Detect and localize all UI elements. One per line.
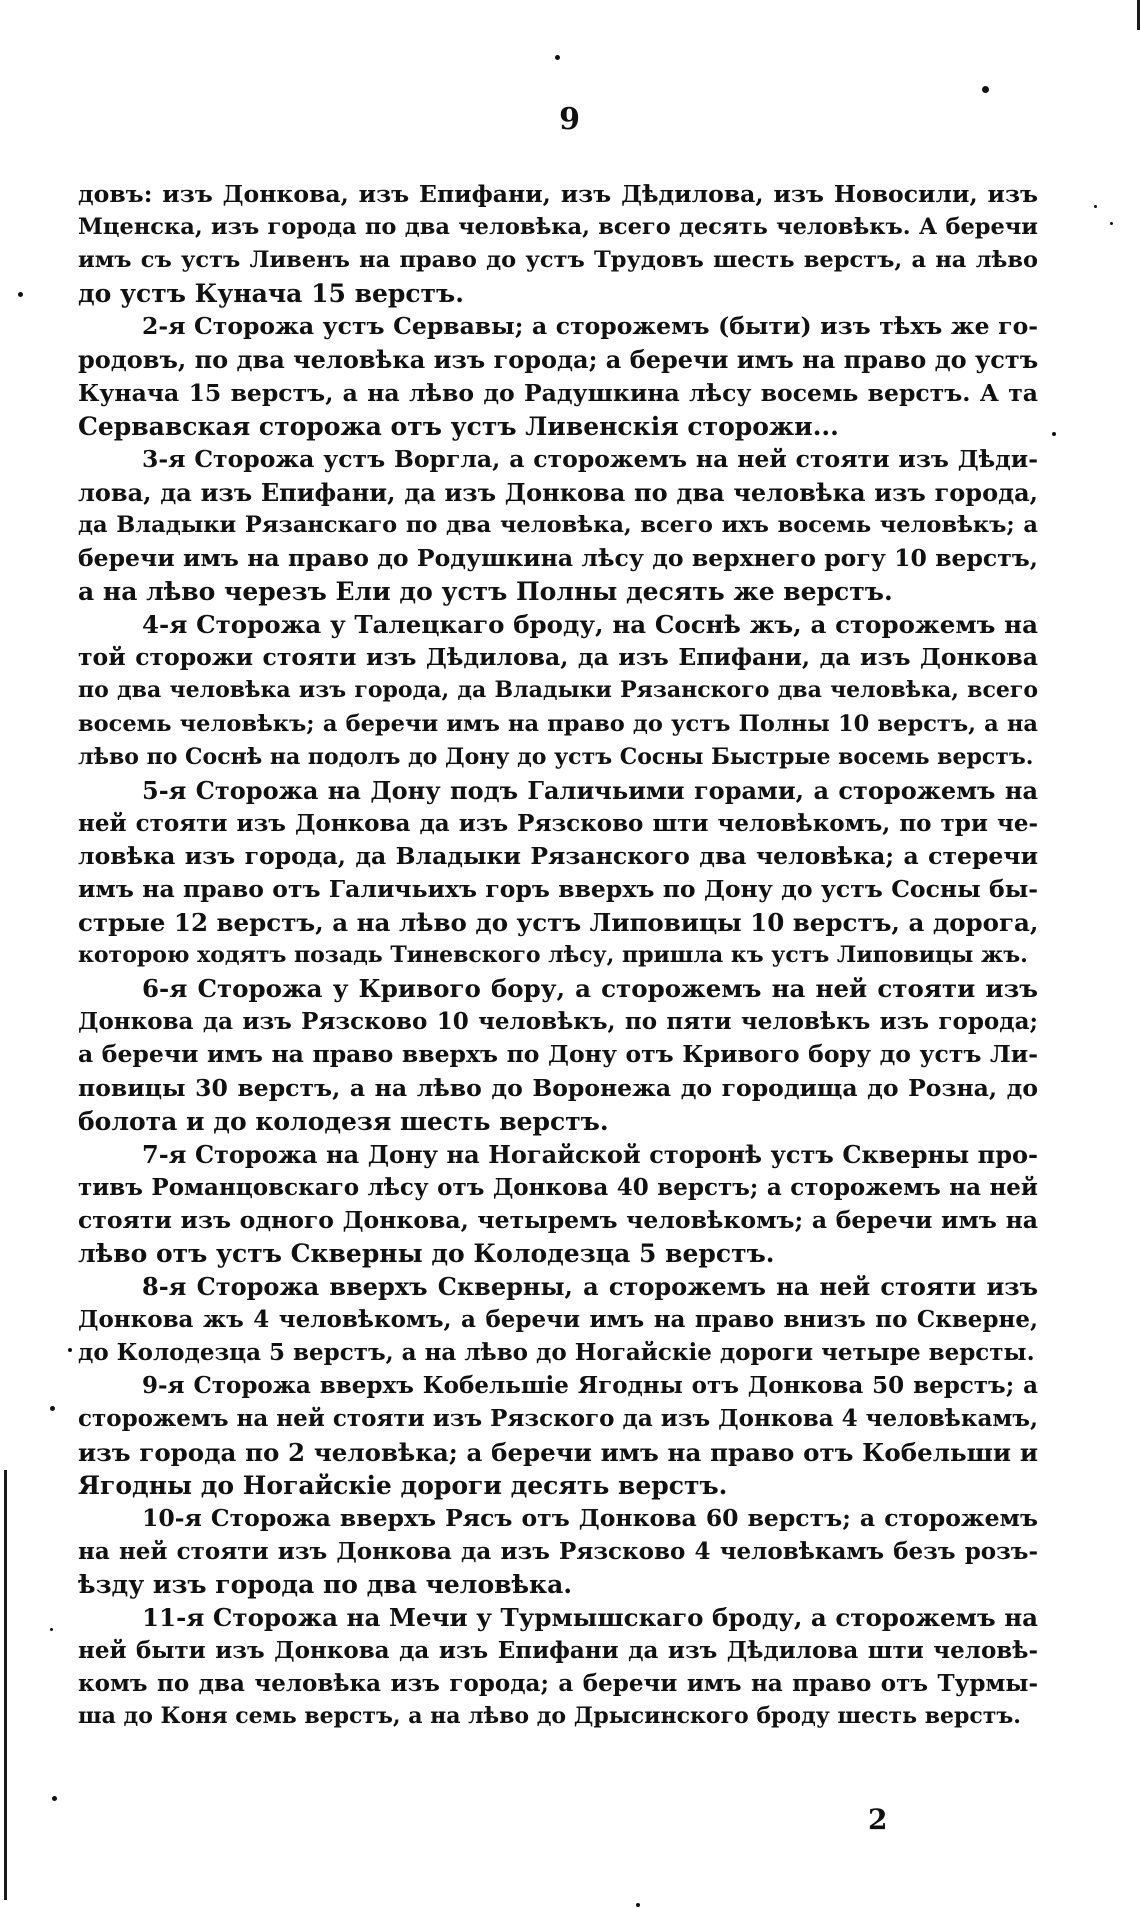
text-line: имъ на право отъ Галичьихъ горъ вверхъ по Дону до устъ Сосны бы- (78, 874, 1038, 903)
text-line: сторожемъ на ней стояти изъ Рязского да изъ Донкова 4 человѣкамъ, (78, 1405, 1038, 1433)
text-line: да Владыки Рязанскаго по два человѣка, всего ихъ восемь человѣкъ; а (78, 511, 1038, 538)
text-line: Донкова да изъ Рязсково 10 человѣкъ, по пяти человѣкъ изъ города; (78, 1008, 1038, 1036)
text-line: той сторожи стояти изъ Дѣдилова, да изъ Епифани, да изъ Донкова (78, 643, 1038, 672)
text-line: беречи имъ на право до Родушкина лѣсу до верхнего рогу 10 верстъ, (78, 544, 1038, 573)
text-line: болота и до колодезя шесть верстъ. (78, 1106, 609, 1136)
page-edge-shadow (4, 1470, 7, 1900)
scan-speck (555, 55, 560, 60)
scan-speck (68, 1348, 72, 1352)
scan-speck (50, 1628, 53, 1631)
text-line: имъ съ устъ Ливенъ на право до устъ Трудовъ шесть верстъ, а на лѣво (78, 247, 1038, 274)
text-line: ловѣка изъ города, да Владыки Рязанского два человѣка; а стеречи (78, 841, 1038, 870)
printer-signature-mark: 2 (868, 1803, 888, 1836)
text-line: комъ по два человѣка изъ города; а беречи имъ на право отъ Турмы- (78, 1670, 1038, 1698)
text-line: до устъ Кунача 15 верстъ. (78, 279, 464, 309)
text-line: 5-я Сторожа на Дону подъ Галичьими горами, а сторожемъ на (142, 775, 1038, 805)
scan-speck (1094, 205, 1097, 208)
text-line: Ягодны до Ногайскіе дороги десять верстъ. (78, 1470, 728, 1500)
text-line: стрые 12 верстъ, а на лѣво до устъ Липовицы 10 верстъ, а дорога, (78, 908, 1038, 938)
body-text (78, 178, 1038, 1733)
text-line: Сервавская сторожа отъ устъ Ливенскія сторожи... (78, 411, 839, 441)
text-line: Кунача 15 верстъ, а на лѣво до Радушкина лѣсу восемь верстъ. А та (78, 378, 1038, 407)
text-line: тивъ Романцовскаго лѣсу отъ Донкова 40 верстъ; а сторожемъ на ней (78, 1173, 1038, 1201)
text-line: Мценска, изъ города по два человѣка, всего десять человѣкъ. А беречи (78, 214, 1038, 241)
text-line: изъ города по 2 человѣка; а беречи имъ на право отъ Кобельши и (78, 1437, 1038, 1467)
scan-speck (50, 1406, 55, 1411)
text-line: на ней стояти изъ Донкова да изъ Рязсково 4 человѣкамъ безъ розъ- (78, 1537, 1038, 1565)
text-line: 7-я Сторожа на Дону на Ногайской сторонѣ устъ Скверны про- (142, 1139, 1038, 1169)
page-number: 9 (559, 102, 581, 137)
scan-speck (18, 292, 23, 297)
text-line: Донкова жъ 4 человѣкомъ, а беречи имъ на право внизъ по Скверне, (78, 1306, 1038, 1334)
text-line: ней быти изъ Донкова да изъ Епифани да изъ Дѣдилова шти человѣ- (78, 1637, 1038, 1665)
text-line: по два человѣка изъ города, да Владыки Рязанского два человѣка, всего (78, 677, 1038, 704)
text-line: лова, да изъ Епифани, да изъ Донкова по два человѣка изъ города, (78, 477, 1038, 507)
text-line: довъ: изъ Донкова, изъ Епифани, изъ Дѣдилова, изъ Новосили, изъ (78, 180, 1038, 208)
text-line: ней стояти изъ Донкова да изъ Рязсково шти человѣкомъ, по три че- (78, 809, 1038, 837)
text-line: повицы 30 верстъ, а на лѣво до Воронежа до городища до Розна, до (78, 1073, 1038, 1102)
scan-speck (1110, 222, 1113, 225)
scan-speck (636, 1903, 640, 1907)
text-line: ша до Коня семь верстъ, а на лѣво до Дрысинского броду шесть верстъ. (78, 1703, 1021, 1730)
text-line: 3-я Сторожа устъ Воргла, а сторожемъ на ней стояти изъ Дѣди- (142, 444, 1038, 473)
text-line: 4-я Сторожа у Талецкаго броду, на Соснѣ жъ, а сторожемъ на (142, 610, 1038, 640)
text-line: а на лѣво черезъ Ели до устъ Полны десять же верстъ. (78, 577, 893, 607)
text-line: восемь человѣкъ; а беречи имъ на право до устъ Полны 10 верстъ, а на (78, 710, 1038, 737)
text-line: которою ходятъ позадь Тиневского лѣсу, пришла къ устъ Липовицы жъ. (78, 942, 1028, 969)
text-line: стояти изъ одного Донкова, четыремъ человѣкомъ; а беречи имъ на (78, 1205, 1038, 1234)
text-line: 9-я Сторожа вверхъ Кобельшіе Ягодны отъ Донкова 50 верстъ; а (142, 1372, 1038, 1400)
text-line: 10-я Сторожа вверхъ Рясъ отъ Донкова 60 верстъ; а сторожемъ (142, 1503, 1038, 1532)
text-line: до Колодезца 5 верстъ, а на лѣво до Ногайскіе дороги четыре версты. (78, 1339, 1035, 1367)
text-line: 8-я Сторожа вверхъ Скверны, а сторожемъ на ней стояти изъ (142, 1272, 1038, 1302)
text-line: лѣво по Соснѣ на подолъ до Дону до устъ Сосны Быстрые восемь верстъ. (78, 743, 1034, 770)
text-line: а беречи имъ на право вверхъ по Дону отъ Кривого бору до устъ Ли- (78, 1040, 1038, 1069)
text-line: 11-я Сторожа на Мечи у Турмышскаго броду, а сторожемъ на (142, 1603, 1038, 1633)
scan-speck (982, 86, 989, 93)
text-line: родовъ, по два человѣка изъ города; а беречи имъ на право до устъ (78, 345, 1038, 375)
text-line: 6-я Сторожа у Кривого бору, а сторожемъ на ней стояти изъ (142, 974, 1038, 1004)
scan-speck (1052, 432, 1056, 436)
text-line: ѣзду изъ города по два человѣка. (78, 1569, 573, 1599)
text-line: лѣво отъ устъ Скверны до Колодезца 5 верстъ. (78, 1239, 775, 1268)
text-line: 2-я Сторожа устъ Сервавы; а сторожемъ (быти) изъ тѣхъ же го- (142, 312, 1038, 341)
scan-speck (52, 1796, 57, 1801)
